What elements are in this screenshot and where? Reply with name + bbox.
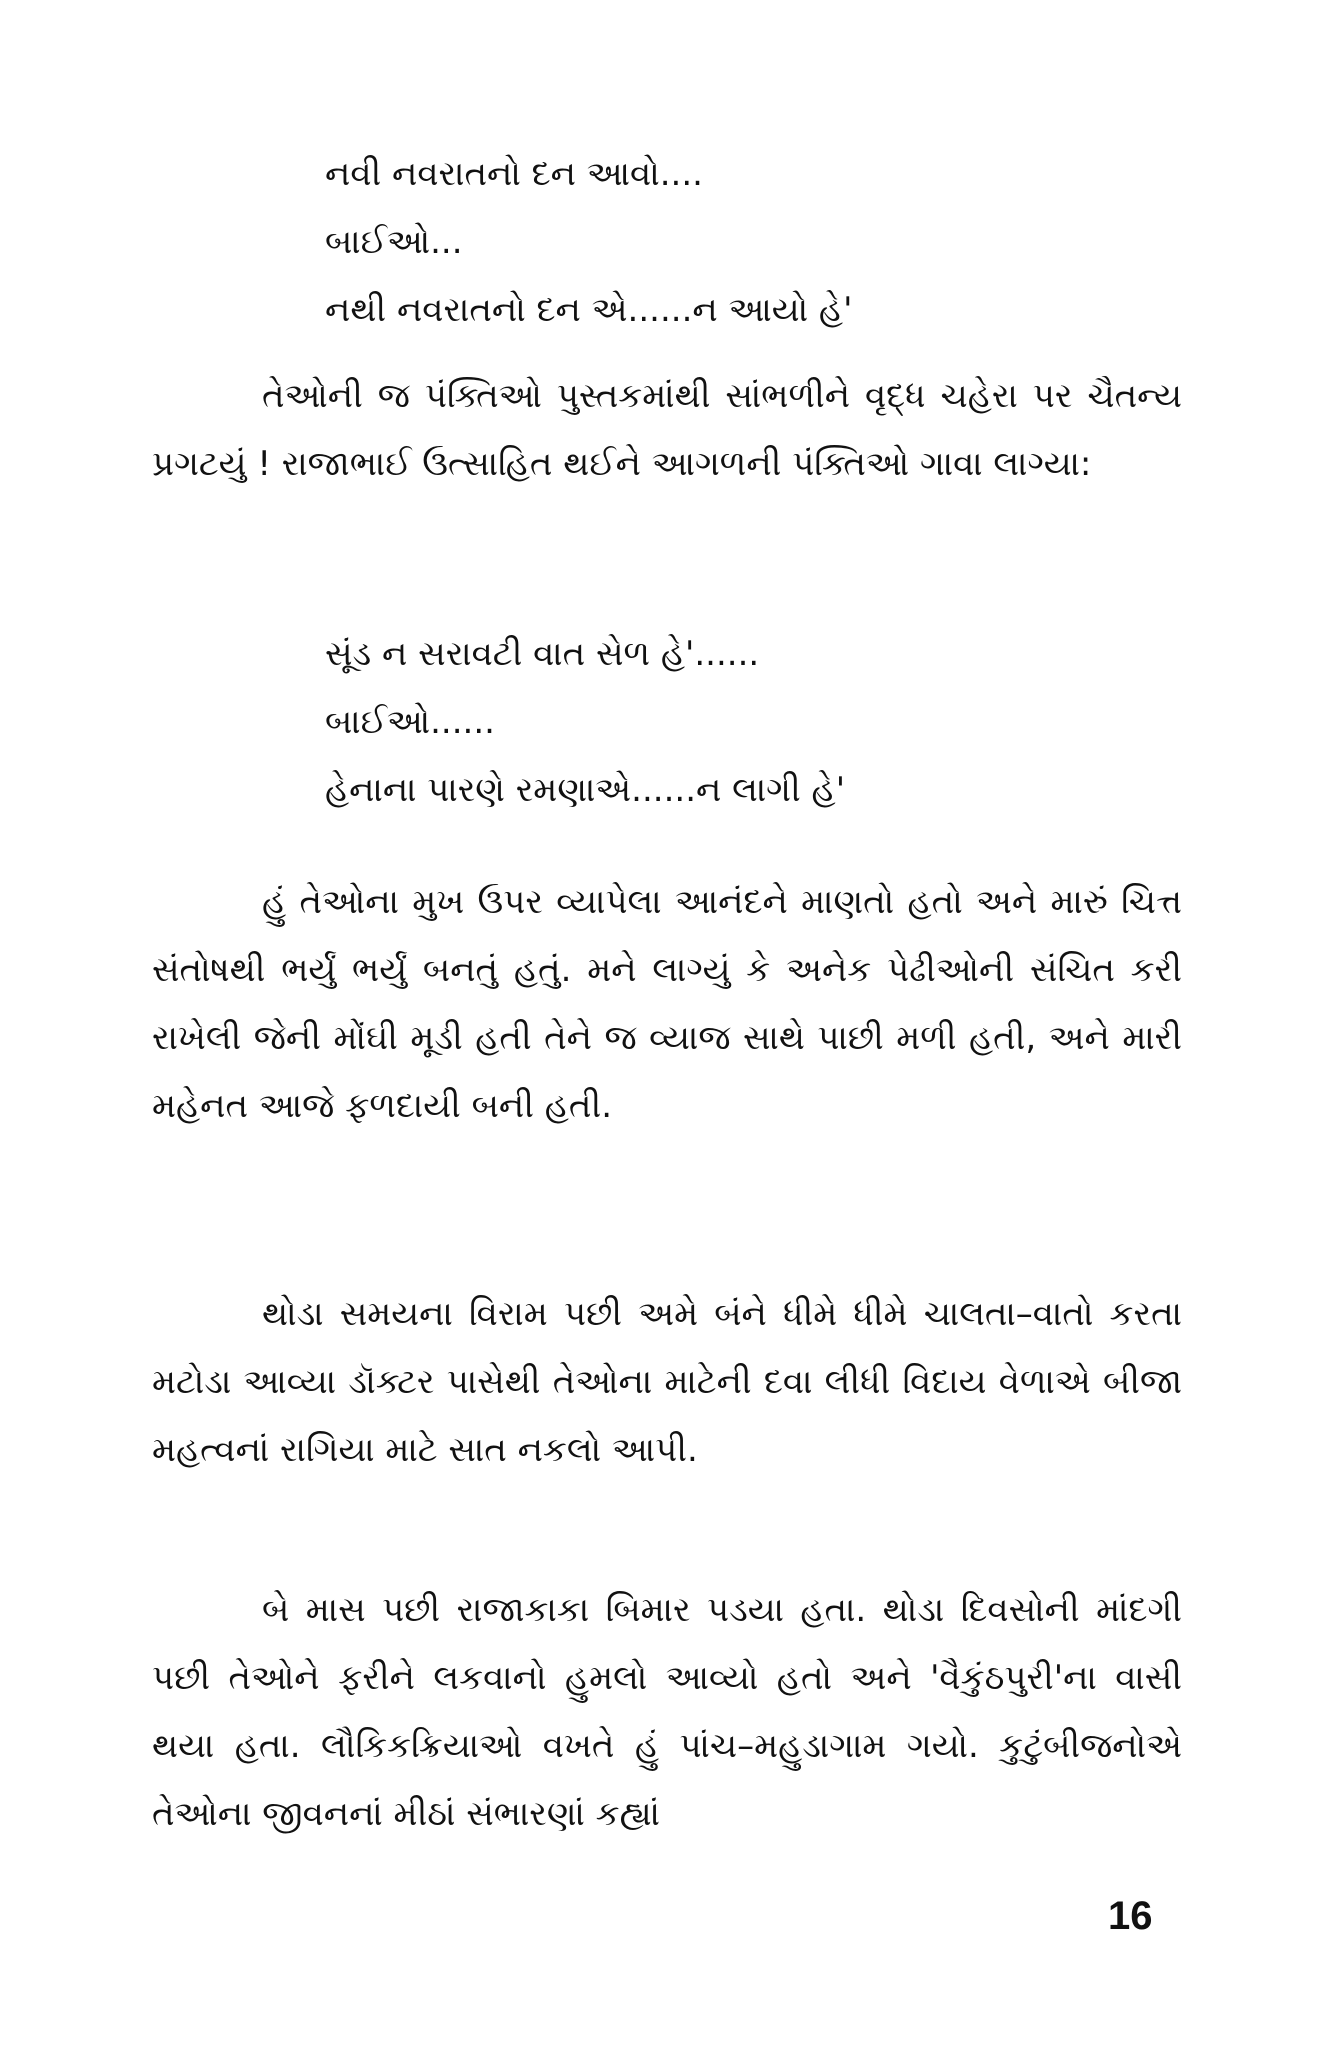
verse-line: હેનાના પારણે રમણાએ......ન લાગી હે': [325, 770, 846, 810]
paragraph-2: હું તેઓના મુખ ઉપર વ્યાપેલા આનંદને માણતો હતો અને મારું ચિત્ત સંતોષથી ભર્યું ભર્યું બનતું હતું. મને લાગ્યું કે અનેક પેઢીઓની સંચિત કરી રાખેલી જેની મોંઘી મૂડી હતી તેને જ વ્યાજ સાથે પાછી મળી હતી, અને મારી મહેનત આજે ફળદાયી બની હતી.: [152, 882, 1182, 1126]
verse-block-1: [325, 140, 1225, 344]
verse-line: સૂંડ ન સરાવટી વાત સેળ હે'......: [325, 634, 760, 674]
verse-block-2: [325, 620, 1225, 824]
verse-line: નવી નવરાતનો દન આવો....: [325, 154, 703, 194]
paragraph-3: થોડા સમયના વિરામ પછી અમે બંને ધીમે ધીમે ચાલતા–વાતો કરતા મટોડા આવ્યા ડૉક્ટર પાસેથી તેઓના માટેની દવા લીધી વિદાય વેળાએ બીજા મહત્વનાં રાગિયા માટે સાત નકલો આપી.: [152, 1294, 1183, 1470]
page-number: 16: [1108, 1894, 1153, 1938]
verse-line: બાઈઓ...: [325, 222, 463, 262]
paragraph-4: બે માસ પછી રાજાકાકા બિમાર પડયા હતા. થોડા દિવસોની માંદગી પછી તેઓને ફરીને લકવાનો હુમલો આવ્યો હતો અને 'વૈકુંઠપુરી'ના વાસી થયા હતા. લૌકિકક્રિયાઓ વખતે હું પાંચ–મહુડાગામ ગયો. કુટુંબીજનોએ તેઓના જીવનનાં મીઠાં સંભારણાં કહ્યાં: [152, 1590, 1182, 1834]
verse-line: નથી નવરાતનો દન એ......ન આયો હે': [325, 290, 853, 330]
paragraph-1: તેઓની જ પંક્તિઓ પુસ્તકમાંથી સાંભળીને વૃદ્ધ ચહેરા પર ચૈતન્ય પ્રગટયું ! રાજાભાઈ ઉત્સાહિત થઈને આગળની પંક્તિઓ ગાવા લાગ્યા:: [152, 376, 1182, 484]
verse-line: બાઈઓ......: [325, 702, 495, 742]
